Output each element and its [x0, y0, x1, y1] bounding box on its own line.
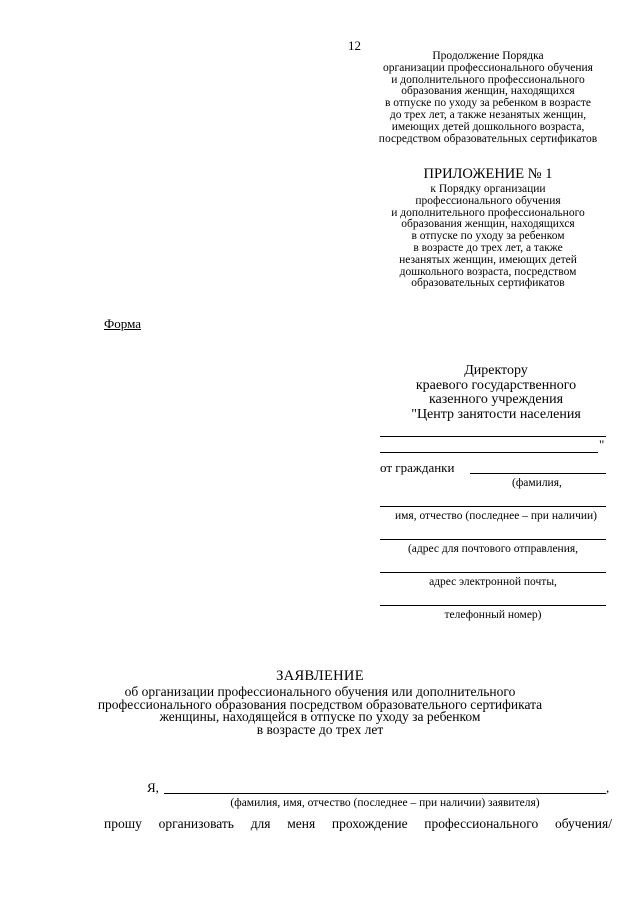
surname-field[interactable]	[470, 473, 606, 474]
addressee-line: краевого государственного	[415, 377, 577, 393]
applicant-hint: (фамилия, имя, отчество (последнее – при наличии) заявителя)	[230, 797, 540, 809]
appendix-line: в отпуске по уходу за ребенком	[411, 230, 565, 243]
appendix-line: образования женщин, находящихся	[401, 218, 575, 231]
subtitle-line: женщины, находящейся в отпуске по уходу за ребенком	[159, 709, 481, 725]
document-title: ЗАЯВЛЕНИЕ	[276, 668, 364, 684]
center-name-line-2[interactable]	[380, 452, 598, 453]
continuation-line: в отпуске по уходу за ребенком в возрасте	[384, 97, 591, 110]
postal-address-field[interactable]	[380, 539, 606, 540]
subtitle-line: об организации профессионального обучения или дополнительного	[124, 684, 516, 699]
continuation-line: имеющих детей дошкольного возраста,	[391, 120, 585, 133]
document-subtitle	[60, 686, 580, 736]
addressee-line: казенного учреждения	[428, 392, 564, 407]
appendix-line: профессионального обучения	[415, 194, 561, 207]
applicant-suffix: ,	[606, 780, 610, 795]
request-text: прошу организовать для меня прохождение профессионального обучения/	[104, 816, 612, 831]
closing-quote: "	[599, 437, 605, 452]
addressee-line: "Центр занятости населения	[411, 406, 581, 422]
addressee-block	[380, 364, 612, 422]
appendix-line: к Порядку организации	[430, 183, 546, 195]
continuation-line: образования женщин, находящихся	[401, 85, 575, 98]
applicant-name-field[interactable]	[164, 793, 606, 794]
continuation-line: и дополнительного профессионального	[391, 73, 585, 86]
appendix-reference	[362, 184, 614, 290]
subtitle-line: в возрасте до трех лет	[256, 721, 384, 737]
appendix-line: дошкольного возраста, посредством	[399, 265, 577, 278]
email-hint: адрес электронной почты,	[429, 576, 557, 588]
continuation-line: до трех лет, а также незанятых женщин,	[389, 108, 587, 121]
form-label: Форма	[104, 316, 141, 331]
phone-hint: телефонный номер)	[444, 609, 542, 621]
appendix-line: незанятых женщин, имеющих детей	[399, 253, 577, 266]
continuation-line: посредством образовательных сертификатов	[378, 132, 598, 145]
addressee-line: Директору	[464, 363, 528, 378]
continuation-header	[362, 51, 614, 145]
page-number: 12	[348, 38, 361, 53]
email-field[interactable]	[380, 572, 606, 573]
phone-field[interactable]	[380, 605, 606, 606]
appendix-line: образовательных сертификатов	[411, 277, 565, 290]
from-label: от гражданки	[380, 460, 455, 475]
continuation-line: Продолжение Порядка	[432, 50, 544, 62]
name-hint: имя, отчество (последнее – при наличии)	[394, 510, 597, 522]
subtitle-line: профессионального образования посредством образовательного сертификата	[97, 696, 543, 712]
name-field[interactable]	[380, 506, 606, 507]
center-name-line-1[interactable]	[380, 436, 606, 437]
appendix-line: в возрасте до трех лет, а также	[413, 241, 563, 254]
appendix-line: и дополнительного профессионального	[391, 206, 585, 219]
appendix-title: ПРИЛОЖЕНИЕ № 1	[423, 166, 553, 182]
surname-hint: (фамилия,	[512, 477, 562, 489]
postal-address-hint: (адрес для почтового отправления,	[407, 543, 579, 555]
applicant-prefix: Я,	[147, 780, 159, 795]
continuation-line: организации профессионального обучения	[383, 61, 593, 74]
